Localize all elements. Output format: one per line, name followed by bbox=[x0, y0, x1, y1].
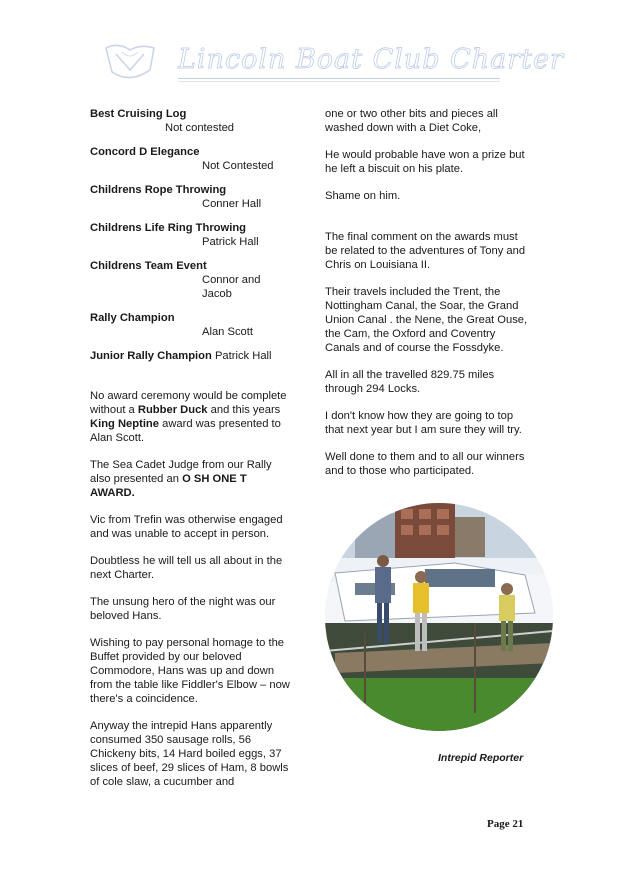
paragraph-shame: Shame on him. bbox=[325, 190, 401, 202]
paragraph-unsung-hero: The unsung hero of the night was our beloved Hans. bbox=[90, 596, 276, 622]
paragraph-consumed: Anyway the intrepid Hans apparently consumed 350 sausage rolls, 56 Chickeny bits, 14 Hard boiled eggs, 37 slices of beef, 29 slices of Ham, 8 bowls of cole slaw, a cucumber and bbox=[90, 720, 289, 788]
award-winner: Not contested bbox=[165, 122, 235, 134]
paragraph-final-comment: The final comment on the awards must be related to the adventures of Tony and Chris on Louisiana II. bbox=[325, 231, 526, 271]
paragraph-doubtless: Doubtless he will tell us all about in the next Charter. bbox=[90, 555, 283, 581]
paragraph-diet-coke: one or two other bits and pieces all washed down with a Diet Coke, bbox=[325, 108, 498, 134]
paragraph-next-year: I don't know how they are going to top that next year but I am sure they will try. bbox=[325, 410, 522, 436]
paragraph-rubber-duck: No award ceremony would be complete without a Rubber Duck and this years King Neptine award was presented to Alan Scott. bbox=[90, 390, 287, 444]
award-winner: Alan Scott bbox=[202, 326, 253, 338]
award-winner: Connor and Jacob bbox=[202, 274, 261, 300]
header-title: Lincoln Boat Club Charter bbox=[178, 44, 564, 75]
award-title: Childrens Life Ring Throwing bbox=[90, 222, 246, 234]
award-best-cruising-log bbox=[90, 107, 290, 135]
club-crest-icon bbox=[100, 40, 162, 84]
paragraph-travels: Their travels included the Trent, the Nottingham Canal, the Soar, the Grand Union Canal . the Nene, the Great Ouse, the Cam, the Oxford and Coventry Canals and of course the Fossdyke. bbox=[325, 286, 528, 354]
award-title: Childrens Rope Throwing bbox=[90, 184, 227, 196]
award-winner: Not Contested bbox=[202, 160, 274, 172]
award-childrens-life-ring-throwing bbox=[90, 221, 290, 249]
page-header bbox=[100, 36, 564, 86]
paragraph-well-done: Well done to them and to all our winners and to those who participated. bbox=[325, 451, 525, 477]
award-title: Rally Champion bbox=[90, 312, 175, 324]
paragraph-homage: Wishing to pay personal homage to the Buffet provided by our beloved Commodore, Hans was up and down from the table like Fiddler's Elbow – now there's a coincidence. bbox=[90, 637, 290, 705]
award-title: Junior Rally Champion bbox=[90, 350, 212, 362]
award-winner: Patrick Hall bbox=[202, 236, 259, 248]
header-rule-secondary bbox=[178, 81, 500, 82]
header-rule bbox=[178, 78, 500, 79]
award-winner: Conner Hall bbox=[202, 198, 262, 210]
award-childrens-team-event bbox=[90, 259, 290, 301]
paragraph-vic: Vic from Trefin was otherwise engaged and was unable to accept in person. bbox=[90, 514, 283, 540]
marina-photo bbox=[325, 503, 553, 731]
award-junior-rally-champion bbox=[90, 349, 290, 363]
award-rally-champion bbox=[90, 311, 290, 339]
paragraph-miles: All in all the travelled 829.75 miles through 294 Locks. bbox=[325, 369, 495, 395]
award-winner: Patrick Hall bbox=[214, 350, 272, 362]
photo-illustration bbox=[325, 503, 553, 731]
left-column bbox=[90, 107, 290, 802]
award-title: Childrens Team Event bbox=[90, 260, 207, 272]
paragraph-biscuit: He would probable have won a prize but he left a biscuit on his plate. bbox=[325, 149, 525, 175]
paragraph-sea-cadet: The Sea Cadet Judge from our Rally also presented an O SH ONE T AWARD. bbox=[90, 459, 272, 499]
award-title: Concord D Elegance bbox=[90, 146, 200, 158]
right-column bbox=[325, 107, 530, 491]
award-childrens-rope-throwing bbox=[90, 183, 290, 211]
award-concord-d-elegance bbox=[90, 145, 290, 173]
award-title: Best Cruising Log bbox=[90, 108, 187, 120]
page-number: Page 21 bbox=[487, 818, 524, 830]
photo-caption: Intrepid Reporter bbox=[438, 752, 524, 764]
